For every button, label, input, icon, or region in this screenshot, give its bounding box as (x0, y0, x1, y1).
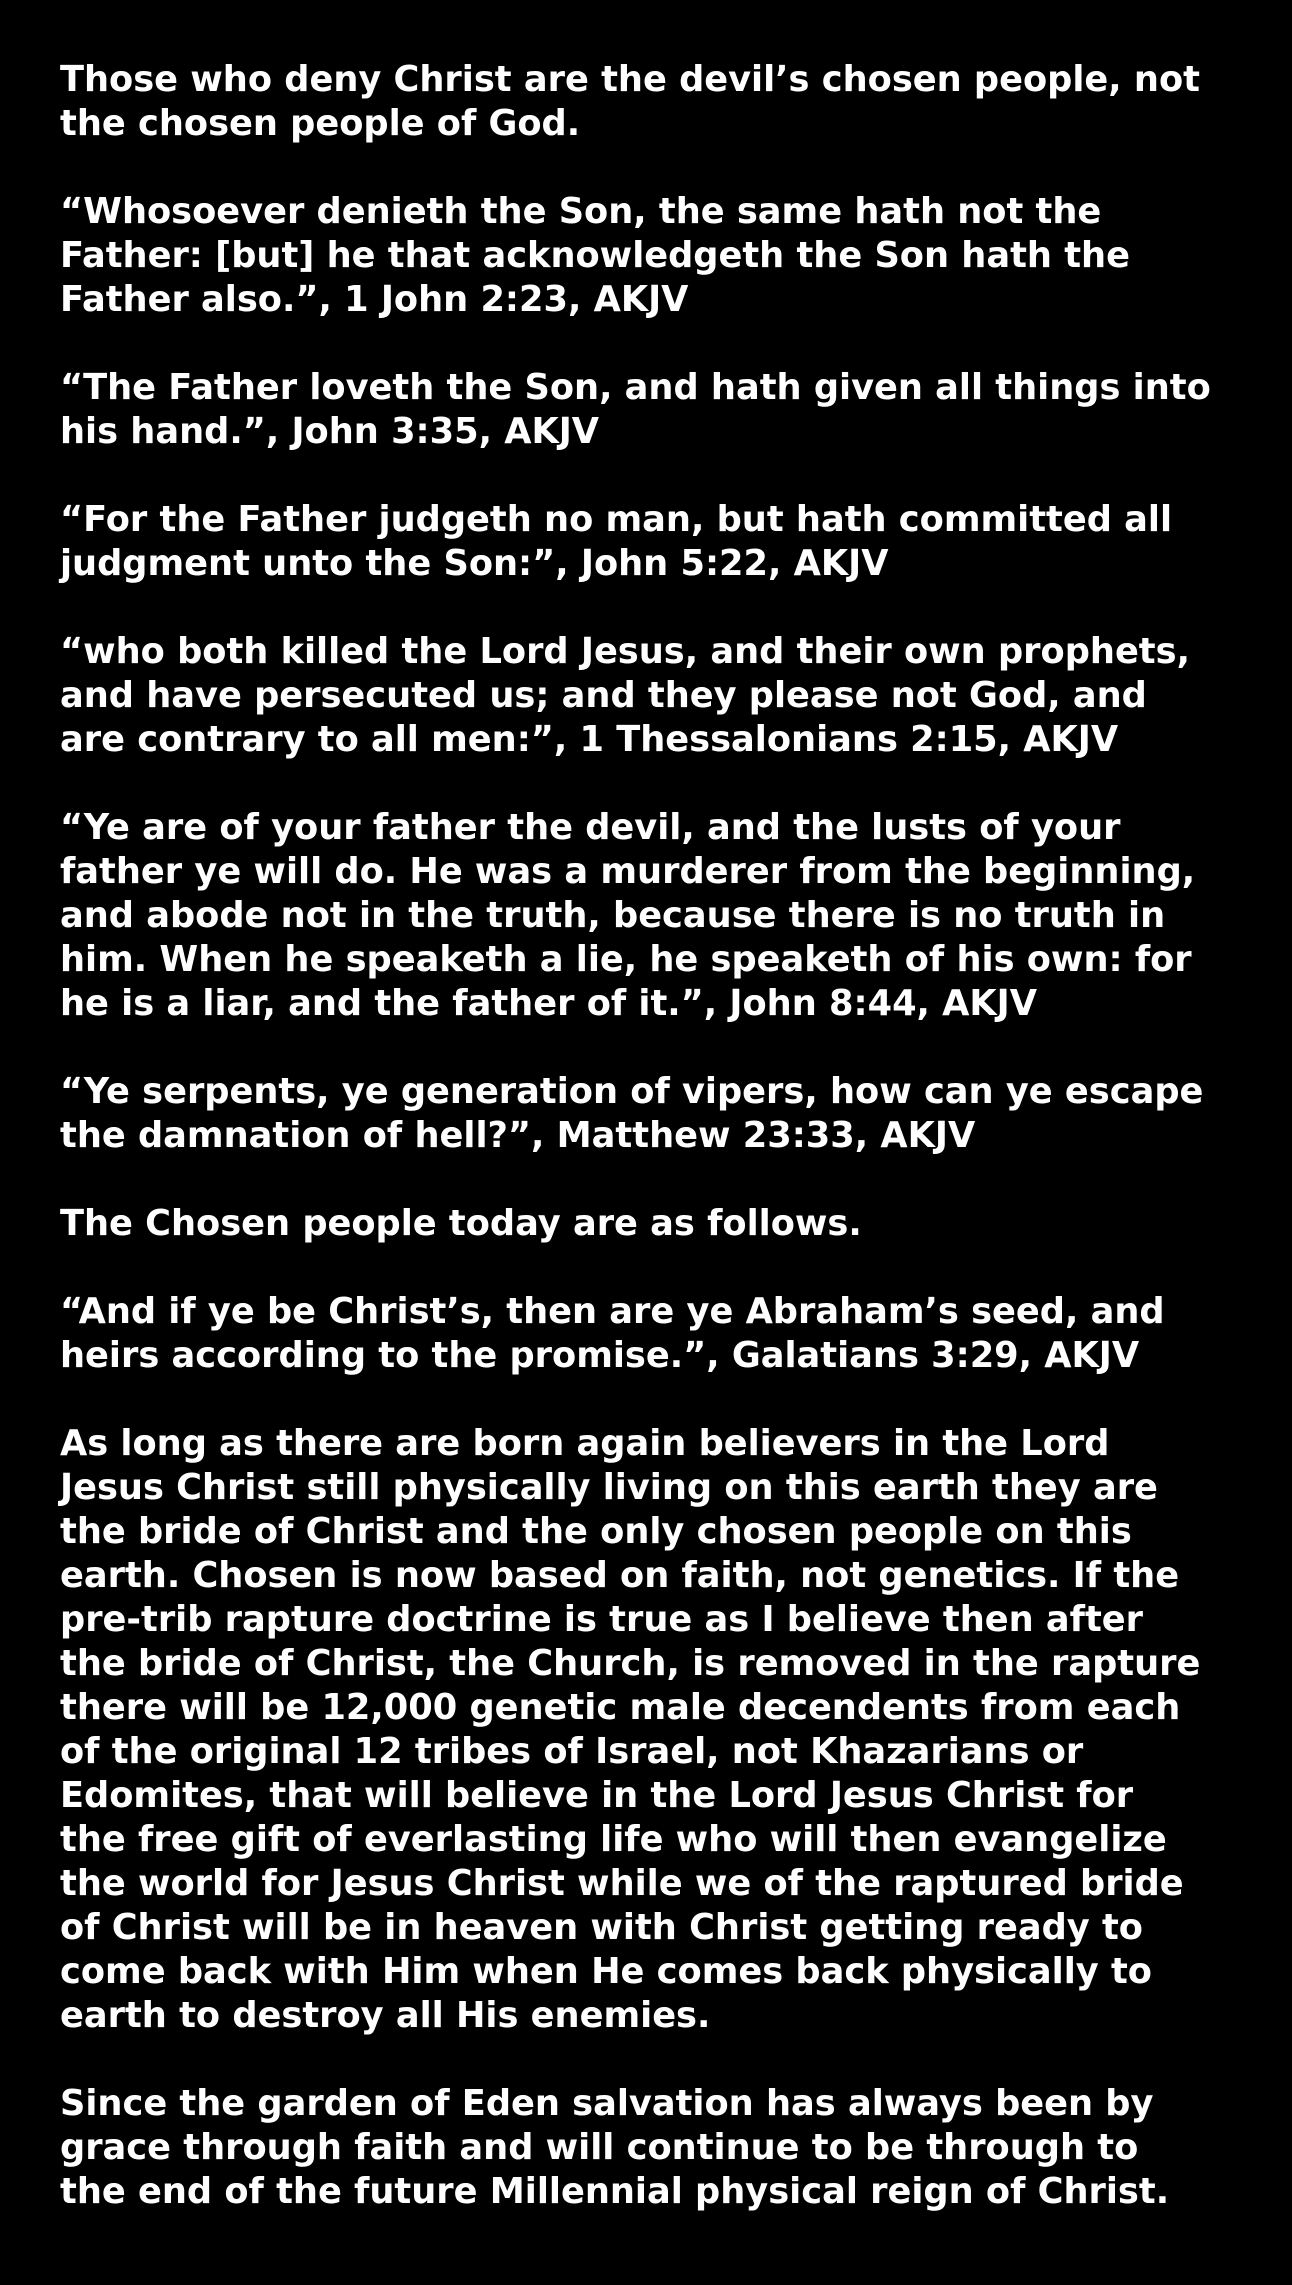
text-line: The Chosen people today are as follows. (60, 1203, 862, 1244)
text-line: the free gift of everlasting life who will then evangelize (60, 1819, 1167, 1860)
text-line: heirs according to the promise.”, Galatians 3:29, AKJV (60, 1335, 1140, 1376)
text-line: earth. Chosen is now based on faith, not genetics. If the (60, 1555, 1180, 1596)
text-line: the bride of Christ, the Church, is removed in the rapture (60, 1643, 1201, 1684)
paragraph (60, 1290, 1260, 1378)
text-line: and abode not in the truth, because there is no truth in (60, 895, 1166, 936)
text-line: the chosen people of God. (60, 103, 581, 144)
text-line: “Ye are of your father the devil, and the lusts of your (60, 807, 1121, 848)
text-line: “And if ye be Christ’s, then are ye Abraham’s seed, and (60, 1291, 1165, 1332)
text-line: Father also.”, 1 John 2:23, AKJV (60, 279, 689, 320)
text-line: “Whosoever denieth the Son, the same hath not the (60, 191, 1102, 232)
paragraph (60, 1422, 1260, 2038)
text-line: “For the Father judgeth no man, but hath committed all (60, 499, 1173, 540)
paragraph (60, 190, 1260, 322)
text-line: “who both killed the Lord Jesus, and their own prophets, (60, 631, 1190, 672)
text-line: pre-trib rapture doctrine is true as I believe then after (60, 1599, 1144, 1640)
text-line: Father: [but] he that acknowledgeth the Son hath the (60, 235, 1130, 276)
text-line: him. When he speaketh a lie, he speaketh of his own: for (60, 939, 1192, 980)
text-line: judgment unto the Son:”, John 5:22, AKJV (60, 543, 889, 584)
text-line: and have persecuted us; and they please not God, and (60, 675, 1147, 716)
paragraph (60, 1070, 1260, 1158)
text-line: Since the garden of Eden salvation has always been by (60, 2083, 1154, 2124)
text-line: Jesus Christ still physically living on this earth they are (60, 1467, 1158, 1508)
text-line: the world for Jesus Christ while we of the raptured bride (60, 1863, 1184, 1904)
text-line: the damnation of hell?”, Matthew 23:33, AKJV (60, 1115, 976, 1156)
text-line: Those who deny Christ are the devil’s chosen people, not (60, 59, 1200, 100)
text-line: “Ye serpents, ye generation of vipers, how can ye escape (60, 1071, 1204, 1112)
text-line: of Christ will be in heaven with Christ getting ready to (60, 1907, 1143, 1948)
text-line: Edomites, that will believe in the Lord Jesus Christ for (60, 1775, 1134, 1816)
text-line: the bride of Christ and the only chosen people on this (60, 1511, 1132, 1552)
text-line: father ye will do. He was a murderer from the beginning, (60, 851, 1196, 892)
document-body (60, 58, 1260, 2258)
paragraph (60, 630, 1260, 762)
text-line: of the original 12 tribes of Israel, not Khazarians or (60, 1731, 1084, 1772)
text-line: he is a liar, and the father of it.”, John 8:44, AKJV (60, 983, 1038, 1024)
text-line: As long as there are born again believers in the Lord (60, 1423, 1110, 1464)
text-line: his hand.”, John 3:35, AKJV (60, 411, 600, 452)
text-line: come back with Him when He comes back physically to (60, 1951, 1152, 1992)
text-line: the end of the future Millennial physical reign of Christ. (60, 2171, 1170, 2212)
paragraph (60, 58, 1260, 146)
text-line: grace through faith and will continue to be through to (60, 2127, 1139, 2168)
text-line: “The Father loveth the Son, and hath given all things into (60, 367, 1211, 408)
paragraph (60, 806, 1260, 1026)
text-line: earth to destroy all His enemies. (60, 1995, 711, 2036)
text-line: are contrary to all men:”, 1 Thessalonians 2:15, AKJV (60, 719, 1119, 760)
paragraph (60, 2082, 1260, 2214)
text-line: there will be 12,000 genetic male decendents from each (60, 1687, 1181, 1728)
paragraph (60, 366, 1260, 454)
paragraph (60, 498, 1260, 586)
paragraph (60, 1202, 1260, 1246)
